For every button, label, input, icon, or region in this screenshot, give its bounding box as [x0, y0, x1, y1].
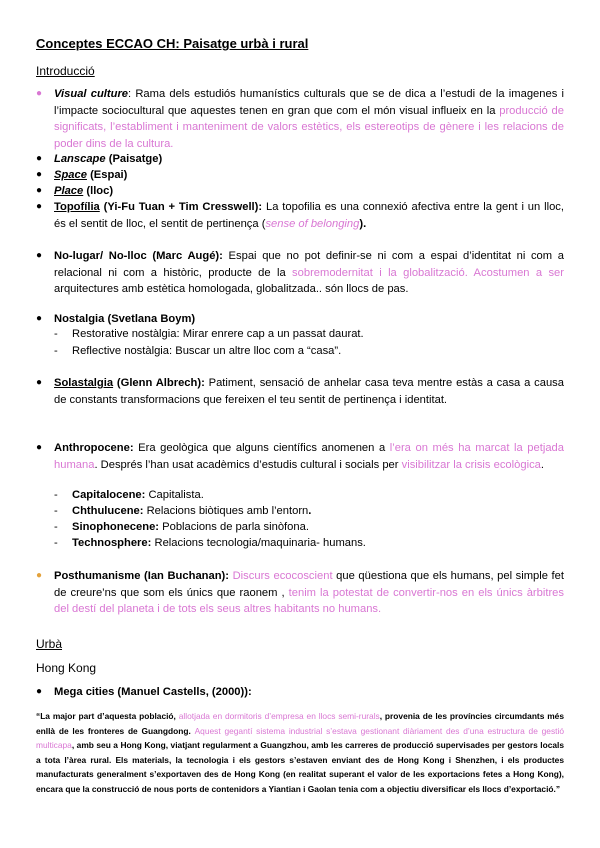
list-item-anthropocene: ● Anthropocene: Era geològica que alguns científics anomenen a l’era on més ha marcat la petjada humana. Després l’han usat acadèmics d’estudis cultural i socials per visibilitzar la crisis ecològica.: [36, 442, 565, 471]
visual-culture-text: : Rama dels estudiós humanístics culturals que se de dica a l’estudi de la imagenes i l’impacte sociocultural que aquestes tenen en gran que com el món visual influeix en la: [54, 88, 564, 117]
hong-kong-label: Hong Kong: [36, 661, 97, 675]
list-item-megacities: [36, 684, 564, 701]
term-topofilia: Topofília: [54, 201, 100, 213]
bullet-icon: ●: [36, 201, 43, 212]
posthumanisme-highlight-2: tenim la potestat de convertir-nos en els únics àrbitres del destí del planeta i de tots els seus altres habitants no humans.: [54, 586, 565, 615]
term-visual-culture: Visual culture: [54, 88, 129, 100]
sub-item-chthulucene: - Chthulucene: Relacions biòtiques amb l’entorn.: [54, 505, 312, 517]
sub-item-technosphere: - Technosphere: Relacions tecnologia/maquinaria- humans.: [54, 537, 366, 549]
bullet-icon: ●: [36, 377, 43, 388]
list-item-place: ● Place (lloc): [36, 183, 564, 200]
term-place: Place: [54, 185, 84, 197]
list-item-space: ● Space (Espai): [36, 167, 564, 184]
term-nostalgia: Nostalgia (Svetlana Boym): [54, 313, 196, 325]
sub-item-reflective: - Reflective nostàlgia: Buscar un altre lloc com a “casa”.: [54, 345, 342, 357]
sub-item-sinophonecene: - Sinophonecene: Poblacions de parla sinòfona.: [54, 521, 309, 533]
bullet-icon: ●: [36, 442, 43, 453]
term-space: Space: [54, 169, 87, 181]
list-item-visual-culture: [36, 86, 564, 152]
anthropocene-highlight-1: l’era on més ha marcat la petjada humana: [54, 442, 565, 471]
posthumanisme-highlight-1: Discurs ecocoscient: [229, 570, 333, 582]
page-title: Conceptes ECCAO CH: Paisatge urbà i rural: [36, 36, 309, 51]
term-posthumanisme: Posthumanisme: [54, 570, 141, 582]
bullet-icon: ●: [36, 88, 43, 99]
bullet-icon: ●: [36, 313, 43, 324]
bullet-icon: ●: [36, 570, 43, 581]
visual-culture-highlight: producció de significats, l’establiment i manteniment de valors estètics, els estereotips de gènere i les relacions de poder dins de la cultura.: [54, 104, 564, 150]
bullet-icon: ●: [36, 185, 43, 196]
quote-highlight-1: allotjada en dormitoris d’empresa en llocs semi-rurals: [178, 711, 380, 721]
term-anthropocene: Anthropocene:: [54, 442, 134, 454]
bullet-icon: ●: [36, 153, 43, 164]
term-megacities: Mega cities (Manuel Castells, (2000)):: [54, 686, 252, 698]
bullet-icon: ●: [36, 169, 43, 180]
term-no-lugar: No-lugar/ No-lloc (Marc Augé):: [54, 250, 223, 262]
term-landscape: Lanscape: [54, 153, 106, 165]
list-item-no-lugar: ● No-lugar/ No-lloc (Marc Augé): Espai que no pot definir-se ni com a espai d’identitat ni com a relacional ni com a històric, producte de la sobremodernitat i la globalització. Acostumen a ser arquitectures amb estètica homologada, globalitzada.. són llocs de pas.: [36, 250, 564, 295]
term-solastalgia: Solastalgia: [54, 377, 114, 389]
intro-heading: Introducció: [36, 64, 95, 78]
bullet-icon: ●: [36, 686, 43, 697]
topofilia-highlight: sense of belonging: [265, 217, 360, 230]
anthropocene-highlight-2: visibilitzar la crisis ecològica: [401, 458, 541, 471]
list-item-topofilia: ● Topofília (Yi-Fu Tuan + Tim Cresswell): La topofilia es una connexió afectiva entre la gent i un lloc, és el sentit de lloc, el sentit de pertinença (sense of belonging).: [36, 201, 564, 230]
list-item-solastalgia: ● Solastalgia (Glenn Albrech): Patiment, sensació de anhelar casa teva mentre estàs a casa a causa de constants transformacions que fereixen el teu sentit de pertinença i identitat.: [36, 377, 564, 406]
castells-quote: “La major part d’aquesta població, allotjada en dormitoris d’empresa en llocs semi-rurals, provenia de les províncies circumdants més enllà de les fronteres de Guangdong. Aquest gegantí sistema industrial s’estava gestionant diàriament des d’una estructura de gestió multicapa, amb seu a Hong Kong, viatjant regularment a Guangzhou, amb les carreres de producció supervisades per gestors locals a tota l’àrea rural. Els materials, la tecnologia i els gestors s’estaven enviant des de Hong Kong i Shenzhen, i els productes manufacturats generalment s’exportaven des de Hong Kong (en realitat superant el valor de les exportacions fetes a Hong Kong), encara que la construcció de nous ports de contenidors a Yiantian i Gaolan tenia com a objectiu diversificar els llocs d’exportació.”: [36, 711, 564, 794]
bullet-icon: ●: [36, 250, 43, 261]
quote-highlight-2: Aquest gegantí sistema industrial s’estava gestionant diàriament des d’una estructura de gestió multicapa: [36, 725, 564, 751]
urba-heading: Urbà: [36, 637, 63, 651]
list-item-posthumanisme: ● Posthumanisme (Ian Buchanan): Discurs ecocoscient que qüestiona que els humans, pel simple fet de creure’ns que som els únics que raonem , tenim la potestat de convertir-nos en els únics àrbitres del destí del planeta i de tots els seus altres habitants no humans.: [36, 570, 565, 615]
sub-item-restorative: - Restorative nostàlgia: Mirar enrere cap a un passat daurat.: [54, 328, 364, 340]
sub-item-capitalocene: - Capitalocene: Capitalista.: [54, 489, 204, 501]
list-item-landscape: ● Lanscape (Paisatge): [36, 151, 564, 168]
no-lugar-highlight: sobremodernitat i la globalització. Acostumen a ser: [292, 266, 564, 279]
